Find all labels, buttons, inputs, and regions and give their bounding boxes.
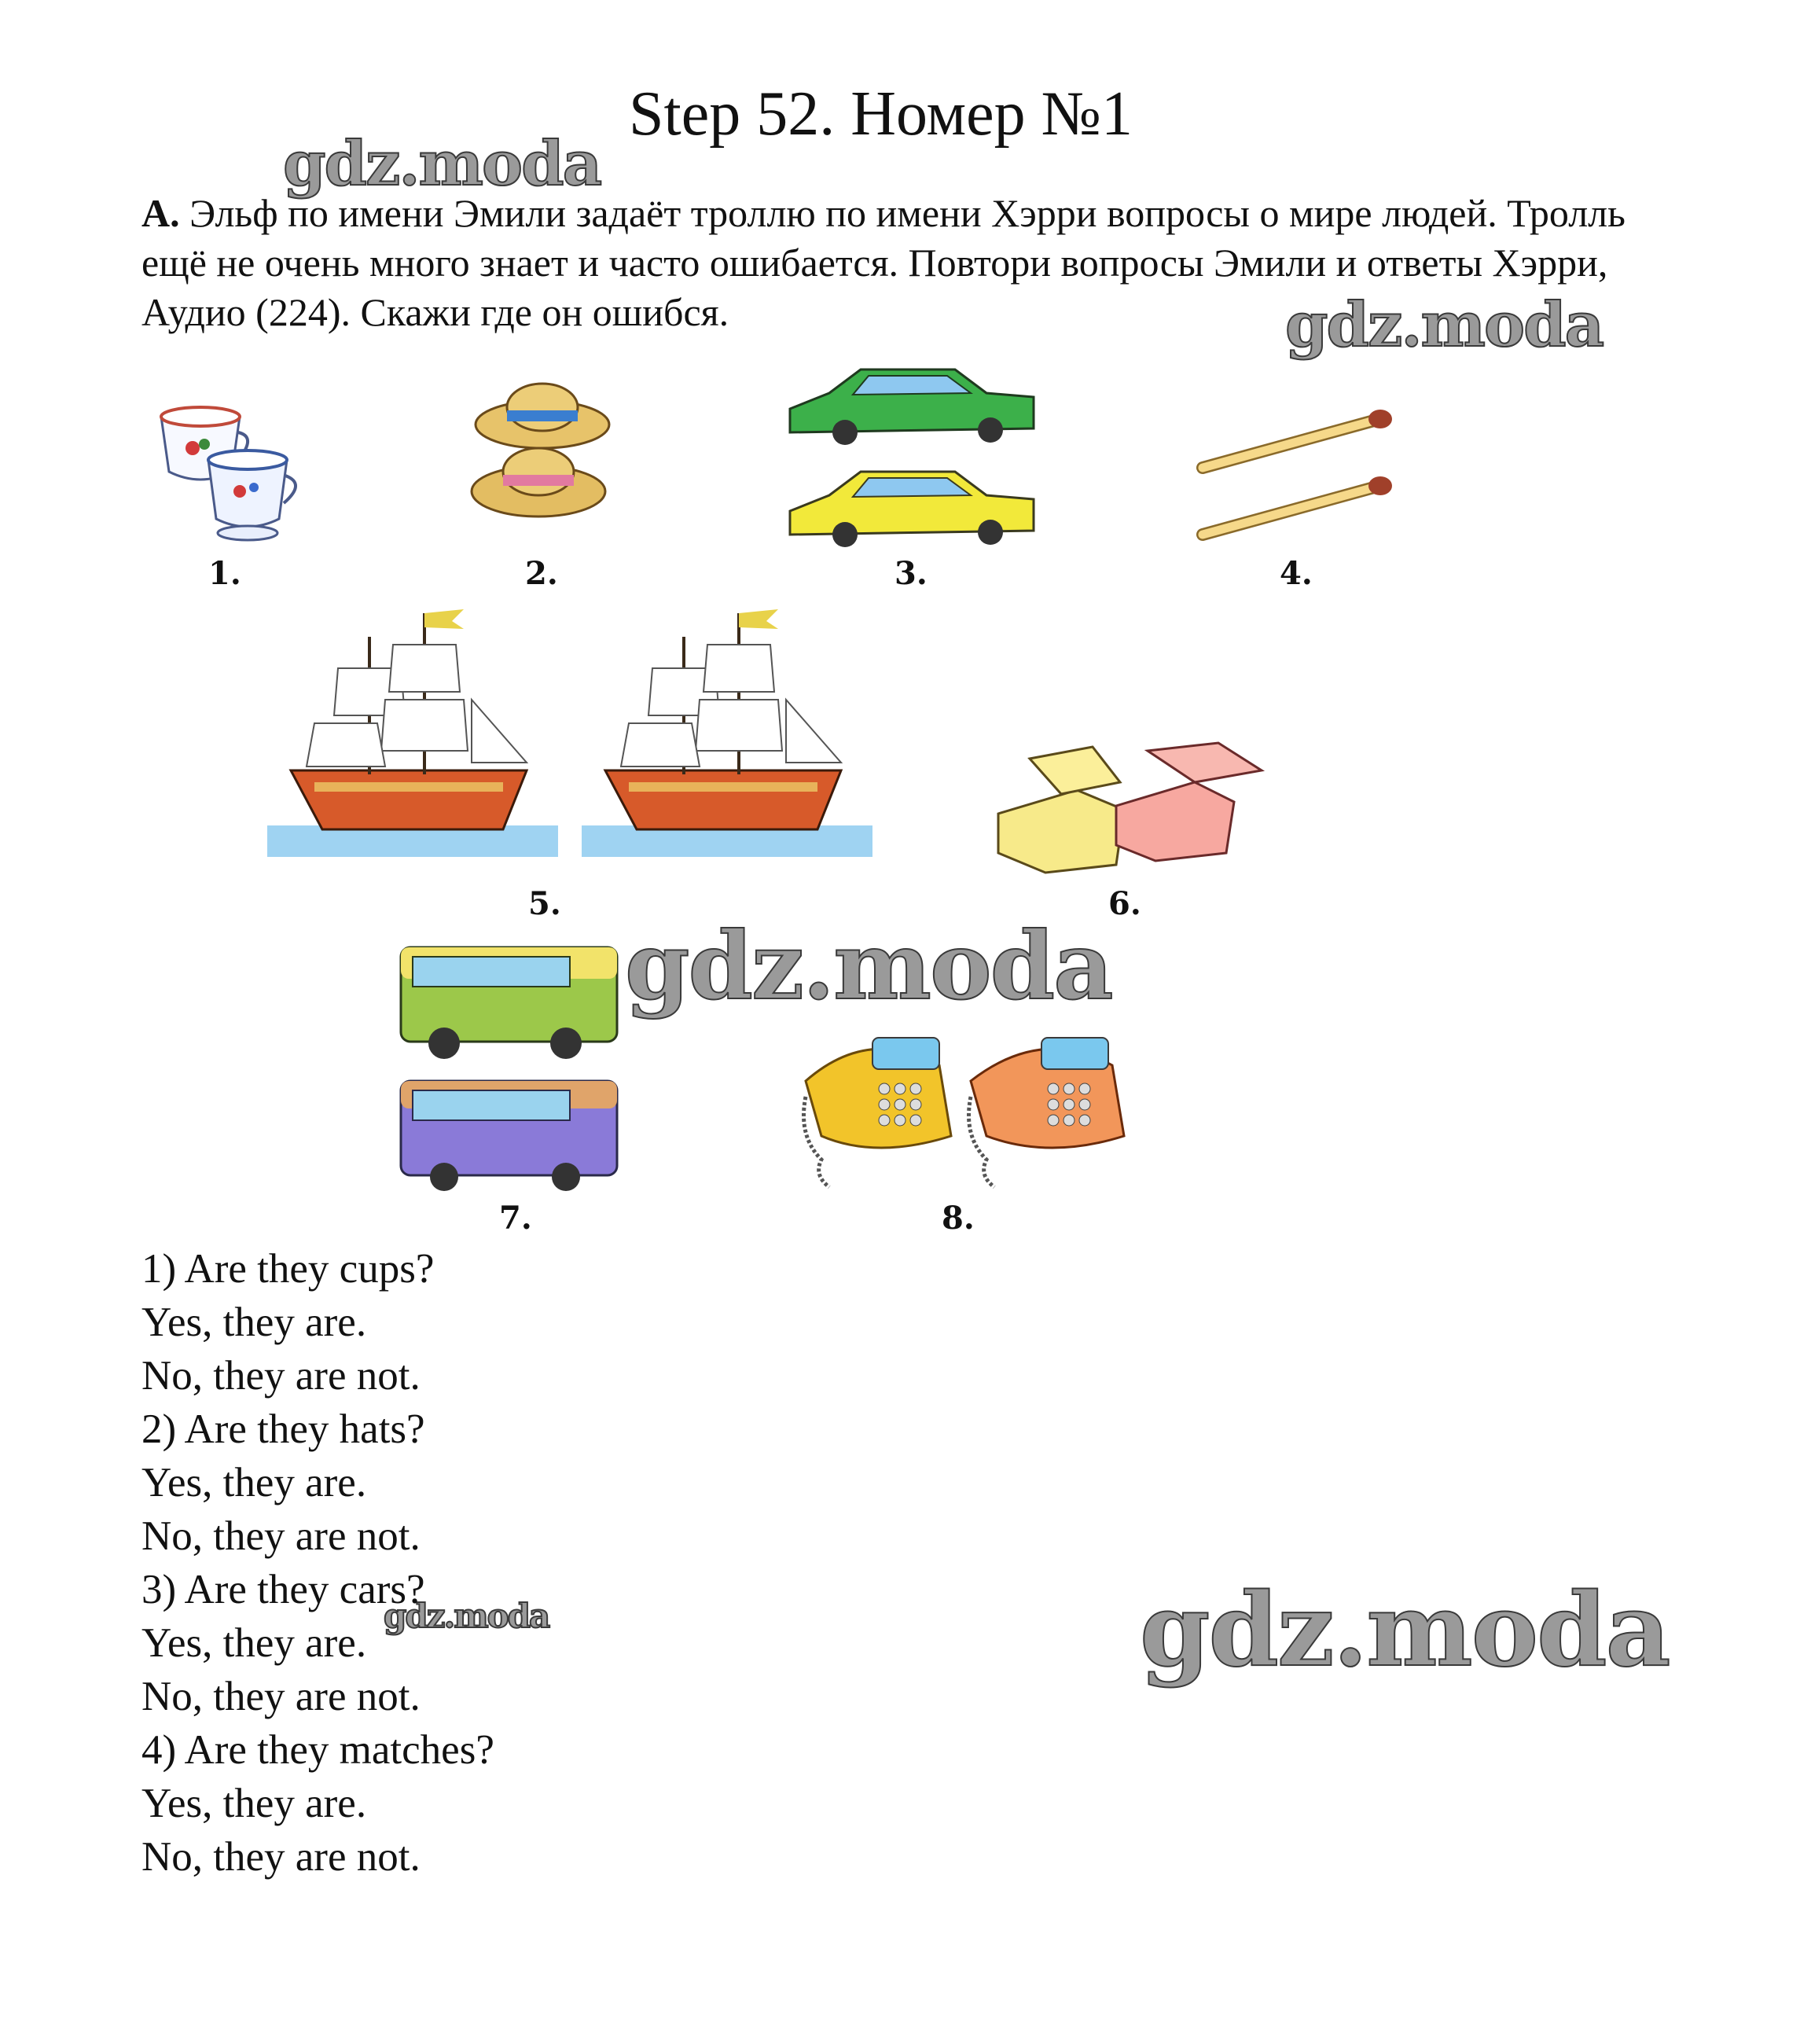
watermark: gdz.moda: [625, 911, 1112, 1020]
answer-line: No, they are not.: [141, 1674, 421, 1719]
picture-number: 4.: [1280, 555, 1313, 592]
watermark: gdz.moda: [1140, 1572, 1670, 1689]
telephones-icon: [790, 1018, 1144, 1191]
watermark: gdz.moda: [283, 128, 601, 200]
answer-line: Yes, they are.: [141, 1300, 367, 1345]
hats-icon: [464, 377, 621, 535]
task-instructions: [141, 189, 1674, 337]
question-line: 1) Are they cups?: [141, 1246, 435, 1292]
picture-number: 6.: [1108, 885, 1141, 922]
matches-icon: [1195, 405, 1399, 546]
picture-number: 2.: [525, 555, 558, 592]
picture-number: 5.: [528, 885, 561, 922]
buses-icon: [397, 939, 625, 1191]
answer-line: No, they are not.: [141, 1513, 421, 1559]
cars-icon: [782, 354, 1041, 550]
task-letter: A.: [141, 191, 180, 235]
picture-number: 1.: [208, 555, 241, 592]
answer-line: No, they are not.: [141, 1834, 421, 1880]
picture-number: 7.: [499, 1200, 532, 1237]
answers-list: [141, 1242, 494, 1884]
watermark: gdz.moda: [1285, 289, 1603, 361]
watermark: gdz.moda: [384, 1597, 549, 1635]
picture-number: 3.: [894, 555, 928, 592]
question-line: 4) Are they matches?: [141, 1727, 494, 1773]
boxes-icon: [990, 735, 1266, 877]
answer-line: Yes, they are.: [141, 1781, 367, 1826]
page-title: Step 52. Номер №1: [629, 79, 1133, 149]
question-line: 3) Are they cars?: [141, 1567, 425, 1612]
teacups-icon: [153, 401, 303, 550]
ships-icon: [267, 605, 888, 865]
question-line: 2) Are they hats?: [141, 1406, 425, 1452]
picture-number: 8.: [942, 1200, 975, 1237]
answer-line: No, they are not.: [141, 1353, 421, 1399]
answer-line: Yes, they are.: [141, 1620, 367, 1666]
task-text: Эльф по имени Эмили задаёт троллю по имени Хэрри вопросы о мире людей. Тролль ещё не очень много знает и часто ошибается. Повтори вопросы Эмили и ответы Хэрри, Аудио (224). Скажи где он ошибся.: [141, 191, 1626, 334]
answer-line: Yes, they are.: [141, 1460, 367, 1505]
